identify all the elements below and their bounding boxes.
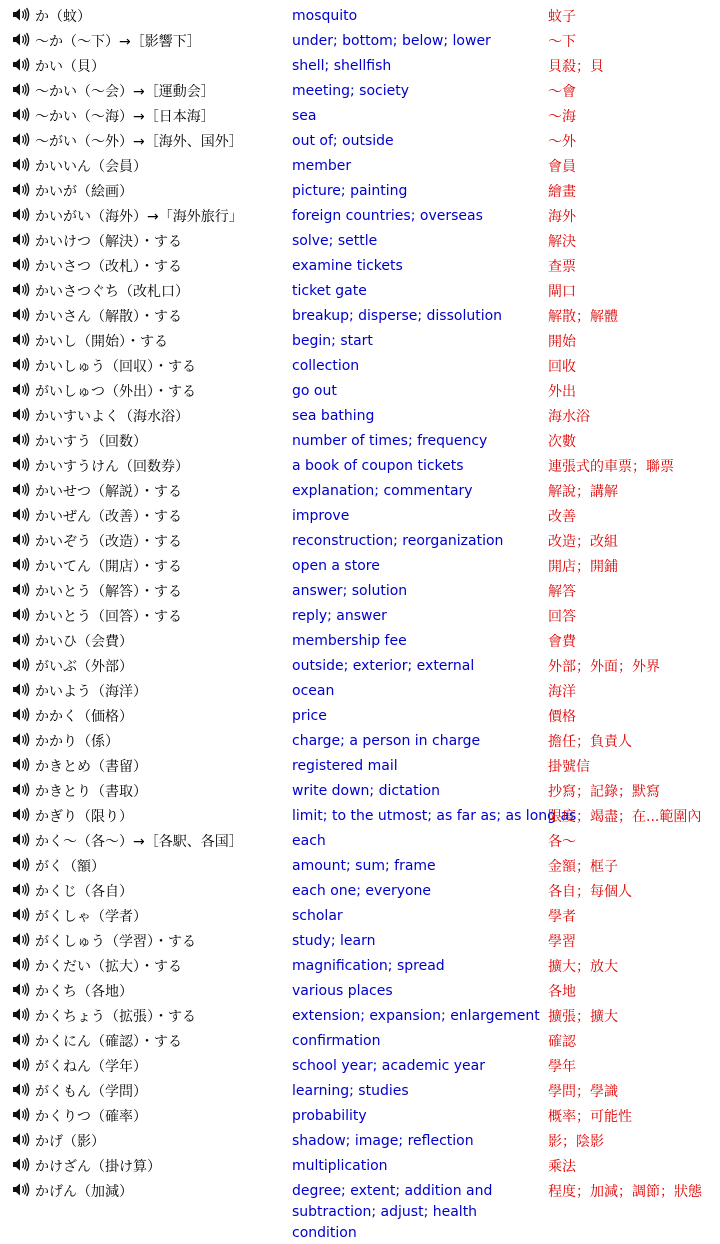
chinese-meaning: ～海 (548, 109, 576, 125)
english-meaning: extension; expansion; enlargement (292, 1008, 540, 1024)
vocab-row (0, 528, 720, 553)
vocab-row (0, 553, 720, 578)
vocab-row (0, 878, 720, 903)
japanese-word: かきとり（書取） (35, 784, 147, 800)
japanese-word: ～かい（～海）→［日本海］ (35, 109, 215, 125)
english-meaning: shell; shellfish (292, 58, 392, 74)
english-meaning: charge; a person in charge (292, 733, 481, 749)
chinese-meaning: 閘口 (548, 284, 576, 300)
japanese-word: かいさん（解散）・する (35, 309, 182, 325)
english-meaning: picture; painting (292, 183, 408, 199)
vocab-row (0, 3, 720, 28)
speaker-icon[interactable] (12, 557, 30, 572)
english-meaning: multiplication (292, 1158, 388, 1174)
chinese-meaning: 解說；講解 (548, 484, 618, 500)
english-meaning: scholar (292, 908, 343, 924)
vocab-row (0, 353, 720, 378)
chinese-meaning: 學問；學識 (548, 1084, 618, 1100)
chinese-meaning: 開店；開鋪 (548, 559, 618, 575)
chinese-meaning: 蚊子 (548, 9, 576, 25)
vocab-row (0, 153, 720, 178)
chinese-meaning: 擴大；放大 (548, 959, 618, 975)
vocab-row (0, 828, 720, 853)
english-meaning: various places (292, 983, 393, 999)
vocab-row (0, 53, 720, 78)
english-meaning: shadow; image; reflection (292, 1133, 474, 1149)
chinese-meaning: 各自；每個人 (548, 884, 632, 900)
chinese-meaning: 會員 (548, 159, 576, 175)
japanese-word: かいひ（会費） (35, 634, 133, 650)
vocab-row (0, 478, 720, 503)
english-meaning: explanation; commentary (292, 483, 473, 499)
speaker-icon[interactable] (12, 1007, 30, 1022)
speaker-icon[interactable] (12, 857, 30, 872)
japanese-word: かい（貝） (35, 59, 105, 75)
vocab-row (0, 853, 720, 878)
japanese-word: がくしゃ（学者） (35, 909, 147, 925)
japanese-word: がいしゅつ（外出）・する (35, 384, 196, 400)
chinese-meaning: 解決 (548, 234, 576, 250)
japanese-word: ～かい（～会）→［運動会］ (35, 84, 215, 100)
vocab-row (0, 128, 720, 153)
japanese-word: かくにん（確認）・する (35, 1034, 182, 1050)
english-meaning: sea (292, 108, 317, 124)
english-meaning: learning; studies (292, 1083, 409, 1099)
japanese-word: かけざん（掛け算） (35, 1159, 161, 1175)
japanese-word: かいてん（開店）・する (35, 559, 182, 575)
vocab-row (0, 1153, 720, 1178)
japanese-word: かいとう（回答）・する (35, 609, 182, 625)
japanese-word: ～がい（～外）→［海外、国外］ (35, 134, 243, 150)
speaker-icon[interactable] (12, 657, 30, 672)
speaker-icon[interactable] (12, 1107, 30, 1122)
japanese-word: かいしゅう（回収）・する (35, 359, 196, 375)
chinese-meaning: 確認 (548, 1034, 576, 1050)
english-meaning: each (292, 833, 326, 849)
speaker-icon[interactable] (12, 807, 30, 822)
chinese-meaning: 擴張；擴大 (548, 1009, 618, 1025)
chinese-meaning: 解散；解體 (548, 309, 618, 325)
speaker-icon[interactable] (12, 532, 30, 547)
english-meaning: meeting; society (292, 83, 410, 99)
japanese-word: かいがい（海外）→「海外旅行」 (35, 209, 243, 225)
speaker-icon[interactable] (12, 1032, 30, 1047)
vocab-row (0, 278, 720, 303)
speaker-icon[interactable] (12, 982, 30, 997)
chinese-meaning: 查票 (548, 259, 576, 275)
chinese-meaning: 擔任；負責人 (548, 734, 632, 750)
chinese-meaning: ～外 (548, 134, 576, 150)
english-meaning: under; bottom; below; lower (292, 33, 491, 49)
chinese-meaning: 連張式的車票；聯票 (548, 459, 674, 475)
vocab-row (0, 578, 720, 603)
speaker-icon[interactable] (12, 457, 30, 472)
chinese-meaning: ～會 (548, 84, 576, 100)
japanese-word: かいけつ（解決）・する (35, 234, 182, 250)
english-meaning: magnification; spread (292, 958, 445, 974)
vocab-row (0, 1103, 720, 1128)
english-meaning: begin; start (292, 333, 373, 349)
vocab-row (0, 253, 720, 278)
chinese-meaning: 繪畫 (548, 184, 576, 200)
vocab-row (0, 1178, 720, 1241)
speaker-icon[interactable] (12, 207, 30, 222)
speaker-icon[interactable] (12, 7, 30, 22)
japanese-word: かくち（各地） (35, 984, 133, 1000)
chinese-meaning: 學者 (548, 909, 576, 925)
english-meaning: write down; dictation (292, 783, 440, 799)
japanese-word: かいすう（回数） (35, 434, 147, 450)
english-meaning: open a store (292, 558, 380, 574)
english-meaning: confirmation (292, 1033, 381, 1049)
speaker-icon[interactable] (12, 232, 30, 247)
vocab-row (0, 428, 720, 453)
japanese-word: かくだい（拡大）・する (35, 959, 182, 975)
vocab-row (0, 1028, 720, 1053)
chinese-meaning: 學習 (548, 934, 576, 950)
english-meaning: amount; sum; frame (292, 858, 436, 874)
english-meaning: member (292, 158, 352, 174)
chinese-meaning: 貝殺；貝 (548, 59, 604, 75)
english-meaning: improve (292, 508, 350, 524)
chinese-meaning: 程度；加減；調節；狀態 (548, 1184, 702, 1200)
vocab-row (0, 1078, 720, 1103)
speaker-icon[interactable] (12, 907, 30, 922)
japanese-word: かいよう（海洋） (35, 684, 147, 700)
chinese-meaning: 開始 (548, 334, 576, 350)
english-meaning: ocean (292, 683, 335, 699)
japanese-word: かいが（絵画） (35, 184, 133, 200)
japanese-word: かくちょう（拡張）・する (35, 1009, 196, 1025)
japanese-word: かかく（価格） (35, 709, 133, 725)
chinese-meaning: 海外 (548, 209, 576, 225)
speaker-icon[interactable] (12, 1157, 30, 1172)
vocab-row (0, 203, 720, 228)
japanese-word: かいし（開始）・する (35, 334, 168, 350)
japanese-word: がくねん（学年） (35, 1059, 147, 1075)
english-meaning: mosquito (292, 8, 358, 24)
chinese-meaning: 金額；框子 (548, 859, 618, 875)
english-meaning: registered mail (292, 758, 398, 774)
chinese-meaning: 限度；竭盡；在...範圍內 (548, 809, 702, 825)
vocab-row (0, 78, 720, 103)
speaker-icon[interactable] (12, 732, 30, 747)
vocab-row (0, 778, 720, 803)
speaker-icon[interactable] (12, 257, 30, 272)
speaker-icon[interactable] (12, 607, 30, 622)
chinese-meaning: 會費 (548, 634, 576, 650)
speaker-icon[interactable] (12, 932, 30, 947)
vocab-row (0, 703, 720, 728)
speaker-icon[interactable] (12, 432, 30, 447)
vocab-row (0, 378, 720, 403)
japanese-word: がいぶ（外部） (35, 659, 133, 675)
japanese-word: かいさつぐち（改札口） (35, 284, 189, 300)
japanese-word: かいとう（解答）・する (35, 584, 182, 600)
speaker-icon[interactable] (12, 1132, 30, 1147)
english-meaning: out of; outside (292, 133, 394, 149)
speaker-icon[interactable] (12, 57, 30, 72)
vocab-row (0, 753, 720, 778)
speaker-icon[interactable] (12, 882, 30, 897)
vocab-row (0, 228, 720, 253)
japanese-word: か（蚊） (35, 9, 91, 25)
chinese-meaning: 外部；外面；外界 (548, 659, 660, 675)
japanese-word: ～か（～下）→［影響下］ (35, 34, 201, 50)
vocab-row (0, 903, 720, 928)
speaker-icon[interactable] (12, 782, 30, 797)
vocab-row (0, 503, 720, 528)
speaker-icon[interactable] (12, 582, 30, 597)
speaker-icon[interactable] (12, 757, 30, 772)
speaker-icon[interactable] (12, 157, 30, 172)
english-meaning: each one; everyone (292, 883, 432, 899)
english-meaning: limit; to the utmost; as far as; as long as (292, 808, 577, 824)
chinese-meaning: ～下 (548, 34, 576, 50)
chinese-meaning: 外出 (548, 384, 576, 400)
vocab-row (0, 103, 720, 128)
japanese-word: かげ（影） (35, 1134, 105, 1150)
speaker-icon[interactable] (12, 407, 30, 422)
vocab-row (0, 28, 720, 53)
chinese-meaning: 學年 (548, 1059, 576, 1075)
chinese-meaning: 海水浴 (548, 409, 590, 425)
vocab-row (0, 678, 720, 703)
chinese-meaning: 影；陰影 (548, 1134, 604, 1150)
speaker-icon[interactable] (12, 832, 30, 847)
chinese-meaning: 解答 (548, 584, 576, 600)
english-meaning: breakup; disperse; dissolution (292, 308, 503, 324)
japanese-word: かいせつ（解説）・する (35, 484, 182, 500)
speaker-icon[interactable] (12, 82, 30, 97)
japanese-word: かぎり（限り） (35, 809, 133, 825)
vocab-row (0, 1053, 720, 1078)
japanese-word: かいすいよく（海水浴） (35, 409, 189, 425)
vocab-row (0, 728, 720, 753)
vocab-row (0, 178, 720, 203)
japanese-word: かきとめ（書留） (35, 759, 147, 775)
vocab-row (0, 653, 720, 678)
english-meaning: solve; settle (292, 233, 378, 249)
speaker-icon[interactable] (12, 32, 30, 47)
speaker-icon[interactable] (12, 1082, 30, 1097)
english-meaning: school year; academic year (292, 1058, 485, 1074)
english-meaning: ticket gate (292, 283, 367, 299)
english-meaning: answer; solution (292, 583, 408, 599)
chinese-meaning: 掛號信 (548, 759, 590, 775)
english-meaning: a book of coupon tickets (292, 458, 464, 474)
vocab-row (0, 978, 720, 1003)
speaker-icon[interactable] (12, 107, 30, 122)
japanese-word: かいいん（会員） (35, 159, 147, 175)
speaker-icon[interactable] (12, 707, 30, 722)
japanese-word: かくりつ（確率） (35, 1109, 147, 1125)
chinese-meaning: 價格 (548, 709, 576, 725)
japanese-word: かく～（各～）→［各駅、各国］ (35, 834, 243, 850)
vocab-row (0, 928, 720, 953)
speaker-icon[interactable] (12, 382, 30, 397)
speaker-icon[interactable] (12, 357, 30, 372)
speaker-icon[interactable] (12, 132, 30, 147)
japanese-word: がくしゅう（学習）・する (35, 934, 196, 950)
chinese-meaning: 抄寫；記錄；默寫 (548, 784, 660, 800)
speaker-icon[interactable] (12, 332, 30, 347)
chinese-meaning: 回收 (548, 359, 576, 375)
speaker-icon[interactable] (12, 182, 30, 197)
vocab-row (0, 328, 720, 353)
english-meaning: foreign countries; overseas (292, 208, 483, 224)
vocab-row (0, 803, 720, 828)
english-meaning: degree; extent; addition and subtraction; adjust; health condition (292, 1183, 493, 1241)
chinese-meaning: 概率；可能性 (548, 1109, 632, 1125)
chinese-meaning: 改善 (548, 509, 576, 525)
english-meaning: outside; exterior; external (292, 658, 475, 674)
japanese-word: かかり（係） (35, 734, 119, 750)
japanese-word: がくもん（学問） (35, 1084, 147, 1100)
vocab-row (0, 628, 720, 653)
english-meaning: membership fee (292, 633, 407, 649)
speaker-icon[interactable] (12, 957, 30, 972)
chinese-meaning: 各～ (548, 834, 576, 850)
english-meaning: price (292, 708, 327, 724)
speaker-icon[interactable] (12, 632, 30, 647)
english-meaning: reply; answer (292, 608, 387, 624)
japanese-word: かいすうけん（回数券） (35, 459, 189, 475)
vocab-row (0, 453, 720, 478)
vocab-row (0, 403, 720, 428)
speaker-icon[interactable] (12, 682, 30, 697)
japanese-word: かいぜん（改善）・する (35, 509, 182, 525)
speaker-icon[interactable] (12, 1182, 30, 1197)
english-meaning: number of times; frequency (292, 433, 488, 449)
chinese-meaning: 各地 (548, 984, 576, 1000)
japanese-word: かいさつ（改札）・する (35, 259, 182, 275)
vocab-row (0, 603, 720, 628)
chinese-meaning: 次數 (548, 434, 576, 450)
speaker-icon[interactable] (12, 282, 30, 297)
japanese-word: かいぞう（改造）・する (35, 534, 182, 550)
chinese-meaning: 改造；改組 (548, 534, 618, 550)
vocab-row (0, 953, 720, 978)
speaker-icon[interactable] (12, 1057, 30, 1072)
japanese-word: かくじ（各自） (35, 884, 133, 900)
vocab-row (0, 1128, 720, 1153)
chinese-meaning: 回答 (548, 609, 576, 625)
english-meaning: examine tickets (292, 258, 403, 274)
english-meaning: go out (292, 383, 337, 399)
speaker-icon[interactable] (12, 307, 30, 322)
speaker-icon[interactable] (12, 482, 30, 497)
speaker-icon[interactable] (12, 507, 30, 522)
chinese-meaning: 乘法 (548, 1159, 576, 1175)
english-meaning: study; learn (292, 933, 376, 949)
english-meaning: sea bathing (292, 408, 375, 424)
vocab-row (0, 1003, 720, 1028)
english-meaning: reconstruction; reorganization (292, 533, 504, 549)
chinese-meaning: 海洋 (548, 684, 576, 700)
english-meaning: collection (292, 358, 360, 374)
vocab-row (0, 303, 720, 328)
english-meaning: probability (292, 1108, 367, 1124)
japanese-word: かげん（加減） (35, 1184, 133, 1200)
japanese-word: がく（額） (35, 859, 105, 875)
